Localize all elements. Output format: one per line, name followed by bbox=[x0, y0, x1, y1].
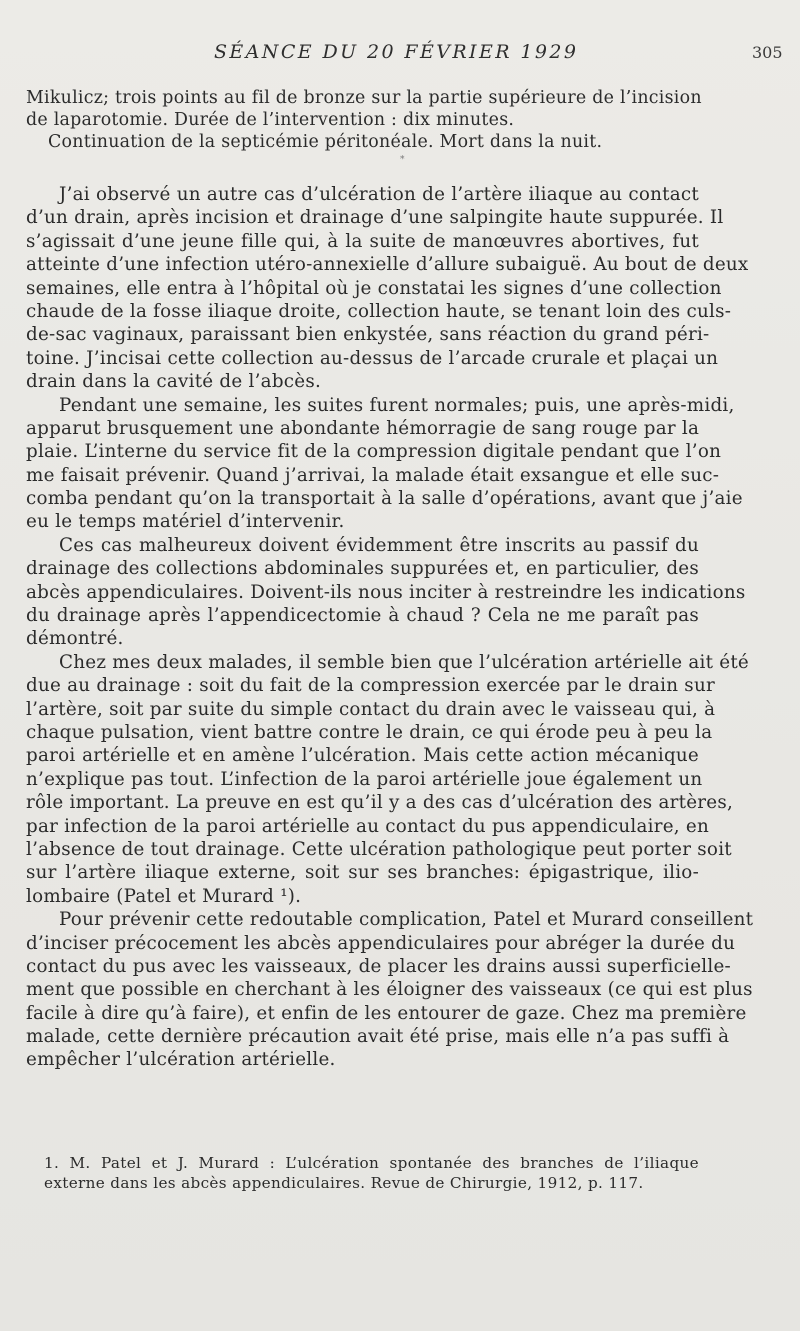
text-line: facile à dire qu’à faire), et enfin de les entourer de gaze. Chez ma première bbox=[26, 1002, 747, 1024]
text-line: abcès appendiculaires. Doivent-ils nous inciter à restreindre les indications bbox=[26, 581, 746, 603]
text-line: apparut brusquement une abondante hémorragie de sang rouge par la bbox=[26, 417, 700, 439]
text-line: Mikulicz; trois points au fil de bronze sur la partie supérieure de l’incision bbox=[26, 88, 702, 108]
text-line: drainage des collections abdominales suppurées et, en particulier, des bbox=[26, 558, 699, 580]
page-header bbox=[0, 41, 800, 71]
text-line: Chez mes deux malades, il semble bien que l’ulcération artérielle ait été bbox=[59, 651, 749, 673]
text-line: chaque pulsation, vient battre contre le drain, ce qui érode peu à peu la bbox=[26, 721, 713, 743]
text-line: d’inciser précocement les abcès appendiculaires pour abréger la durée du bbox=[26, 932, 736, 954]
text-line: l’absence de tout drainage. Cette ulcération pathologique peut porter soit bbox=[26, 838, 732, 860]
text-line: Ces cas malheureux doivent évidemment être inscrits au passif du bbox=[59, 534, 699, 556]
page-number: 305 bbox=[752, 43, 783, 62]
text-line: chaude de la fosse iliaque droite, collection haute, se tenant loin des culs- bbox=[26, 300, 732, 322]
text-line: démontré. bbox=[26, 628, 124, 650]
text-line: semaines, elle entra à l’hôpital où je constatai les signes d’une collection bbox=[26, 277, 722, 299]
text-line: Pour prévenir cette redoutable complication, Patel et Murard conseillent bbox=[59, 909, 754, 931]
text-line: s’agissait d’une jeune fille qui, à la suite de manœuvres abortives, fut bbox=[26, 230, 699, 252]
text-line: Continuation de la septicémie péritonéale. Mort dans la nuit. bbox=[48, 132, 603, 152]
body-text bbox=[26, 183, 754, 1072]
running-head: SÉANCE DU 20 FÉVRIER 1929 bbox=[214, 41, 579, 63]
text-line: comba pendant qu’on la transportait à la salle d’opérations, avant que j’aie bbox=[26, 488, 743, 510]
text-line: contact du pus avec les vaisseaux, de placer les drains aussi superficielle- bbox=[26, 955, 731, 977]
text-line: drain dans la cavité de l’abcès. bbox=[26, 371, 322, 393]
text-line: due au drainage : soit du fait de la compression exercée par le drain sur bbox=[26, 675, 715, 697]
text-line: me faisait prévenir. Quand j’arrivai, la malade était exsangue et elle suc- bbox=[26, 464, 720, 486]
footnote bbox=[44, 1153, 699, 1193]
separator-mark: * bbox=[400, 155, 405, 165]
text-line: Pendant une semaine, les suites furent normales; puis, une après-midi, bbox=[59, 394, 735, 416]
text-line: l’artère, soit par suite du simple contact du drain avec le vaisseau qui, à bbox=[26, 698, 716, 720]
text-line: d’un drain, après incision et drainage d’une salpingite haute suppurée. Il bbox=[26, 207, 724, 229]
text-line: atteinte d’une infection utéro-annexielle d’allure subaiguë. Au bout de deux bbox=[26, 254, 749, 276]
text-line: empêcher l’ulcération artérielle. bbox=[26, 1049, 336, 1071]
text-line: lombaire (Patel et Murard ¹). bbox=[26, 885, 302, 907]
text-line: par infection de la paroi artérielle au contact du pus appendiculaire, en bbox=[26, 815, 709, 837]
footnote-line: 1. M. Patel et J. Murard : L’ulcération spontanée des branches de l’iliaque bbox=[44, 1154, 699, 1172]
text-line: de-sac vaginaux, paraissant bien enkystée, sans réaction du grand péri- bbox=[26, 324, 710, 346]
footnote-line: externe dans les abcès appendiculaires. Revue de Chirurgie, 1912, p. 117. bbox=[44, 1174, 644, 1192]
text-line: du drainage après l’appendicectomie à chaud ? Cela ne me paraît pas bbox=[26, 605, 699, 627]
text-line: de laparotomie. Durée de l’intervention : dix minutes. bbox=[26, 110, 515, 130]
text-line: paroi artérielle et en amène l’ulcération. Mais cette action mécanique bbox=[26, 745, 699, 767]
text-line: ment que possible en cherchant à les éloigner des vaisseaux (ce qui est plus bbox=[26, 979, 753, 1001]
text-line: eu le temps matériel d’intervenir. bbox=[26, 511, 345, 533]
text-line: rôle important. La preuve en est qu’il y a des cas d’ulcération des artères, bbox=[26, 792, 734, 814]
text-line: J’ai observé un autre cas d’ulcération de l’artère iliaque au contact bbox=[59, 184, 699, 205]
text-line: toine. J’incisai cette collection au-dessus de l’arcade crurale et plaçai un bbox=[26, 347, 719, 369]
intro-paragraph bbox=[26, 87, 702, 153]
text-line: sur l’artère iliaque externe, soit sur ses branches: épigastrique, ilio- bbox=[26, 862, 699, 884]
text-line: plaie. L’interne du service fit de la compression digitale pendant que l’on bbox=[26, 441, 722, 463]
text-line: malade, cette dernière précaution avait été prise, mais elle n’a pas suffi à bbox=[26, 1026, 730, 1048]
text-line: n’explique pas tout. L’infection de la paroi artérielle joue également un bbox=[26, 768, 703, 790]
